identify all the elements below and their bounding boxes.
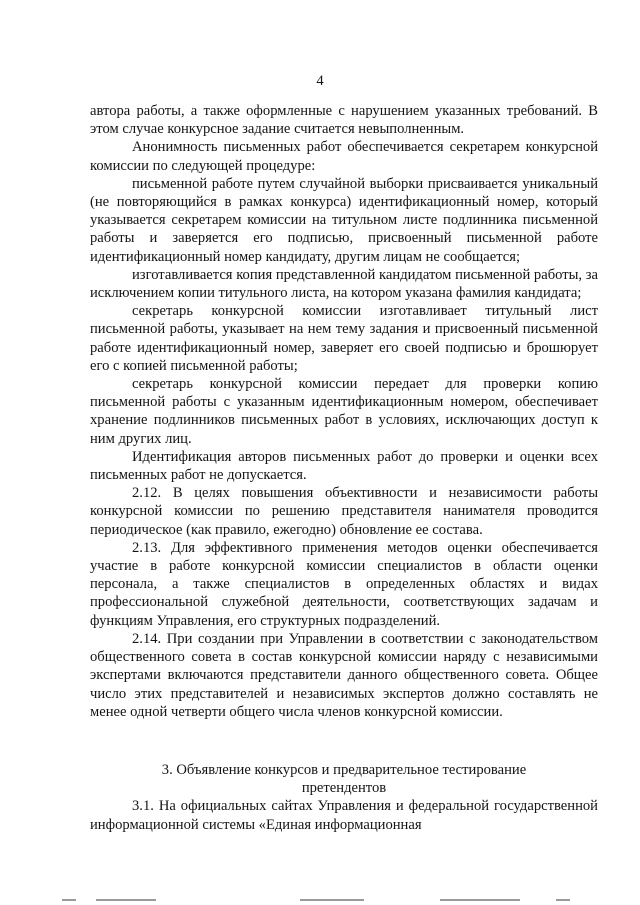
scan-mark bbox=[96, 899, 156, 901]
paragraph-identification: Идентификация авторов письменных работ до проверки и оценки всех письменных работ не допускается. bbox=[90, 448, 598, 484]
paragraph-procedure-step-1: письменной работе путем случайной выборки присваивается уникальный (не повторяющийся в рамках конкурса) идентификационный номер, который указывается секретарем комиссии на титульном листе подлинника письменной работы и заверяется его подписью, присвоенный письменной работе идентификационный номер кандидату, другим лицам не сообщается; bbox=[90, 175, 598, 265]
section-heading-line-1: 3. Объявление конкурсов и предварительное тестирование bbox=[161, 761, 527, 778]
paragraph-procedure-step-3: секретарь конкурсной комиссии изготавливает титульный лист письменной работы, указывает на нем тему задания и присвоенный письменной работе идентификационный номер, заверяет его своей подписью и брошюрует его с копией письменной работы; bbox=[90, 303, 598, 374]
section-heading-line-2: претендентов bbox=[301, 780, 387, 797]
paragraph-continuation: автора работы, а также оформленные с нарушением указанных требований. В этом случае конкурсное задание считается невыполненным. bbox=[90, 103, 598, 138]
scan-mark bbox=[556, 899, 570, 901]
paragraph-procedure-step-4: секретарь конкурсной комиссии передает для проверки копию письменной работы с указанным идентификационным номером, обеспечивает хранение подлинников письменных работ в условиях, исключающих доступ к ним других лиц. bbox=[90, 376, 598, 447]
scan-mark bbox=[300, 899, 364, 901]
paragraph-clause-3-1: 3.1. На официальных сайтах Управления и федеральной государственной информационной системы «Единая информационная bbox=[90, 798, 598, 833]
paragraph-procedure-step-2: изготавливается копия представленной кандидатом письменной работы, за исключением копии титульного листа, на котором указана фамилия кандидата; bbox=[90, 266, 598, 302]
section-spacer bbox=[90, 721, 598, 761]
paragraph-clause-2-13: 2.13. Для эффективного применения методов оценки обеспечивается участие в работе конкурсной комиссии специалистов в области оценки персонала, а также специалистов в определенных областях и видах профессиональной служебной деятельности, соответствующих задачам и функциям Управления, его структурных подразделений. bbox=[90, 539, 598, 629]
paragraph-clause-2-14: 2.14. При создании при Управлении в соответствии с законодательством общественного совета в состав конкурсной комиссии наряду с независимыми экспертами включаются представители данного общественного совета. Общее число этих представителей и независимых экспертов должно составлять не менее одной четверти общего числа членов конкурсной комиссии. bbox=[90, 630, 598, 720]
scan-mark bbox=[440, 899, 520, 901]
page-number: 4 bbox=[316, 73, 324, 89]
scan-mark bbox=[62, 899, 76, 901]
document-body bbox=[90, 102, 598, 834]
paragraph-anonymity: Анонимность письменных работ обеспечивается секретарем конкурсной комиссии по следующей процедуре: bbox=[90, 139, 598, 174]
scan-edge-artifact bbox=[0, 893, 640, 905]
paragraph-clause-2-12: 2.12. В целях повышения объективности и независимости работы конкурсной комиссии по решению представителя нанимателя проводится периодическое (как правило, ежегодно) обновление ее состава. bbox=[90, 485, 598, 538]
